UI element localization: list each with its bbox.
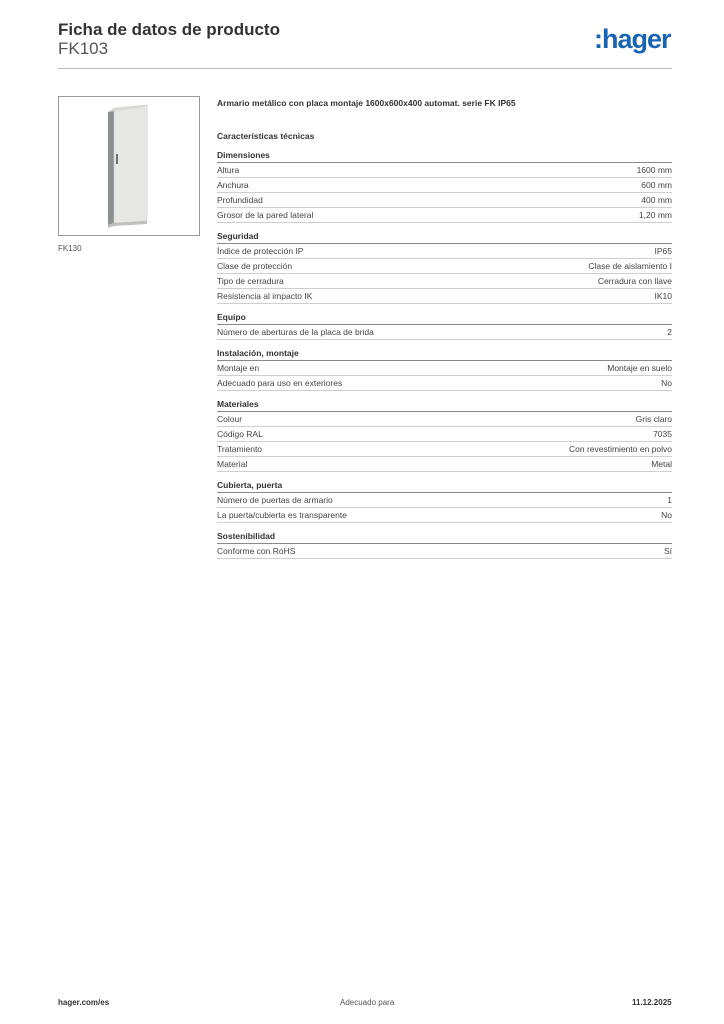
spec-label: Resistencia al impacto IK	[217, 291, 313, 301]
cabinet-illustration	[59, 97, 199, 235]
spec-value: 7035	[653, 429, 672, 439]
spec-row	[217, 544, 672, 559]
spec-row	[217, 493, 672, 508]
spec-sections	[217, 148, 672, 559]
spec-row	[217, 193, 672, 208]
spec-label: Código RAL	[217, 429, 263, 439]
spec-value: IP65	[654, 246, 672, 256]
spec-value: Sí	[663, 546, 672, 556]
spec-value: 1600 mm	[636, 165, 672, 175]
spec-value: 2	[667, 327, 672, 337]
hager-logo: :hager	[594, 24, 671, 54]
header-divider	[58, 68, 672, 69]
spec-row	[217, 325, 672, 340]
spec-label: Montaje en	[217, 363, 260, 373]
section-title: Instalación, montaje	[217, 346, 672, 361]
footer-website: hager.com/es	[58, 998, 110, 1007]
spec-value: 1	[667, 495, 672, 505]
spec-row	[217, 208, 672, 223]
spec-label: La puerta/cubierta es transparente	[217, 510, 347, 520]
spec-row	[217, 289, 672, 304]
spec-label: Material	[217, 459, 248, 469]
spec-label: Colour	[217, 414, 243, 424]
spec-value: Montaje en suelo	[607, 363, 672, 373]
section-title: Equipo	[217, 310, 672, 325]
spec-section	[217, 229, 672, 304]
spec-row	[217, 259, 672, 274]
spec-label: Grosor de la pared lateral	[217, 210, 314, 220]
spec-row	[217, 412, 672, 427]
spec-label: Clase de protección	[217, 261, 293, 271]
spec-section	[217, 310, 672, 340]
spec-row	[217, 163, 672, 178]
product-code: FK103	[58, 39, 109, 58]
spec-row	[217, 274, 672, 289]
spec-label: Número de aberturas de la placa de brida	[217, 327, 374, 337]
spec-section	[217, 346, 672, 391]
spec-row	[217, 508, 672, 523]
spec-value: No	[661, 510, 672, 520]
product-description: Armario metálico con placa montaje 1600x600x400 automat. serie FK IP65	[217, 98, 516, 108]
spec-row	[217, 376, 672, 391]
section-title: Seguridad	[217, 229, 672, 244]
footer-date: 11.12.2025	[632, 998, 672, 1007]
spec-section	[217, 397, 672, 472]
spec-value: Cerradura con llave	[597, 276, 672, 286]
spec-value: Metal	[651, 459, 672, 469]
spec-section	[217, 478, 672, 523]
section-title: Sostenibilidad	[217, 529, 672, 544]
spec-value: 1,20 mm	[638, 210, 672, 220]
spec-label: Altura	[217, 165, 240, 175]
section-title: Materiales	[217, 397, 672, 412]
spec-value: Gris claro	[635, 414, 672, 424]
spec-value: 400 mm	[641, 195, 672, 205]
spec-label: Tipo de cerradura	[217, 276, 284, 286]
spec-label: Anchura	[217, 180, 249, 190]
spec-label: Índice de protección IP	[217, 246, 304, 256]
spec-row	[217, 244, 672, 259]
spec-content	[217, 96, 672, 565]
spec-row	[217, 427, 672, 442]
page-title: Ficha de datos de producto	[58, 20, 280, 39]
footer-note: Adecuado para	[340, 998, 395, 1007]
spec-label: Profundidad	[217, 195, 263, 205]
spec-row	[217, 361, 672, 376]
spec-label: Adecuado para uso en exteriores	[217, 378, 343, 388]
product-image	[58, 96, 200, 236]
spec-value: 600 mm	[641, 180, 672, 190]
section-title: Dimensiones	[217, 148, 672, 163]
spec-row	[217, 178, 672, 193]
section-title: Cubierta, puerta	[217, 478, 672, 493]
spec-label: Tratamiento	[217, 444, 263, 454]
spec-value: IK10	[654, 291, 672, 301]
spec-label: Conforme con RoHS	[217, 546, 296, 556]
spec-section	[217, 148, 672, 223]
spec-value: No	[661, 378, 672, 388]
tech-heading: Características técnicas	[217, 131, 315, 141]
spec-row	[217, 457, 672, 472]
spec-value: Con revestimiento en polvo	[568, 444, 672, 454]
spec-row	[217, 442, 672, 457]
spec-section	[217, 529, 672, 559]
spec-value: Clase de aislamiento I	[588, 261, 672, 271]
spec-label: Número de puertas de armario	[217, 495, 333, 505]
image-caption: FK130	[58, 244, 82, 253]
